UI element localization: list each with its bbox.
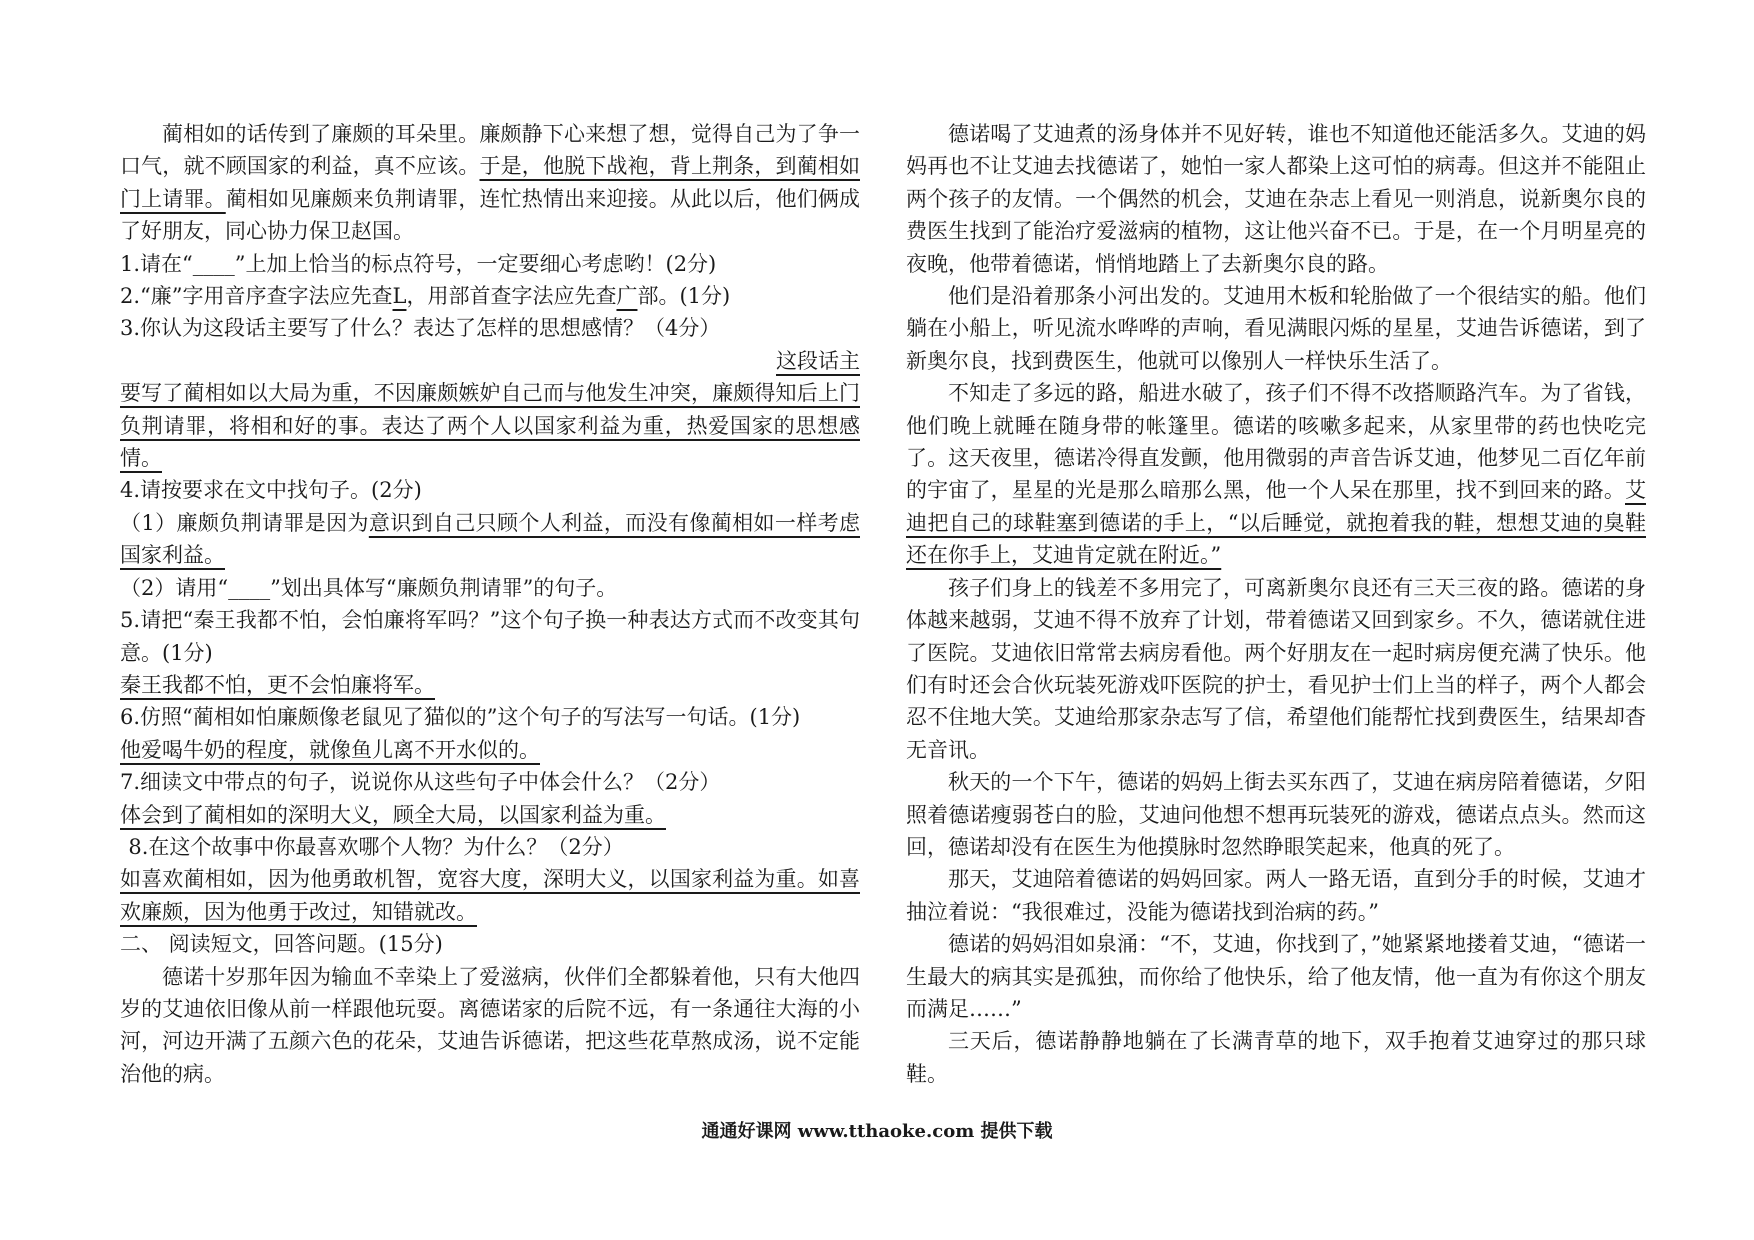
- passage-paragraph: 那天，艾迪陪着德诺的妈妈回家。两人一路无语，直到分手的时候，艾迪才抽泣着说：“我很难过，没能为德诺找到治病的药。”: [906, 867, 1646, 924]
- question-7: 7.细读文中带点的句子，说说你从这些句子中体会什么？（2分）: [120, 770, 721, 795]
- answer-6: 他爱喝牛奶的程度，就像鱼儿离不开水似的。: [120, 737, 540, 762]
- passage-paragraph: 他们是沿着那条小河出发的。艾迪用木板和轮胎做了一个很结实的船。他们躺在小船上，听见流水哗哗的声响，看见满眼闪烁的星星，艾迪告诉德诺，到了新奥尔良，找到费医生，他就可以像别人一样快乐生活了。: [906, 284, 1646, 373]
- question-2: 2.“廉”字用音序查字法应先查L，用部首查字法应先查广部。(1分): [120, 284, 731, 309]
- passage-paragraph: 三天后，德诺静静地躺在了长满青草的地下，双手抱着艾迪穿过的那只球鞋。: [906, 1029, 1646, 1086]
- question-4-2: （2）请用“____”划出具体写“廉颇负荆请罪”的句子。: [120, 575, 618, 600]
- answer-blank: L: [392, 284, 407, 309]
- underlined-sentence: 于是，他脱下战袍，背上荆条，到蔺相如门上请罪。: [120, 154, 860, 211]
- passage-paragraph: 德诺喝了艾迪煮的汤身体并不见好转，谁也不知道他还能活多久。艾迪的妈妈再也不让艾迪去找德诺了，她怕一家人都染上这可怕的病毒。但这并不能阻止两个孩子的友情。一个偶然的机会，艾迪在杂志上看见一则消息，说新奥尔良的费医生找到了能治疗爱滋病的植物，这让他兴奋不已。于是，在一个月明星亮的夜晚，他带着德诺，悄悄地踏上了去新奥尔良的路。: [906, 122, 1646, 276]
- question-8: 8.在这个故事中你最喜欢哪个人物？为什么？（2分）: [128, 834, 624, 859]
- question-1: 1.请在“____”上加上恰当的标点符号，一定要细心考虑哟！(2分): [120, 251, 717, 276]
- passage-paragraph: 德诺的妈妈泪如泉涌：“不，艾迪，你找到了，”她紧紧地搂着艾迪，“德诺一生最大的病其实是孤独，而你给了他快乐，给了他友情，他一直为有你这个朋友而满足……”: [906, 932, 1646, 1021]
- question-3: 3.你认为这段话主要写了什么？表达了怎样的思想感情？（4分）: [120, 316, 721, 341]
- passage-paragraph: 德诺十岁那年因为输血不幸染上了爱滋病，伙伴们全都躲着他，只有大他四岁的艾迪依旧像从前一样跟他玩耍。离德诺家的后院不远，有一条通往大海的小河，河边开满了五颜六色的花朵，艾迪告诉德诺，把这些花草熬成汤，说不定能治他的病。: [120, 964, 860, 1086]
- page-footer: 通通好课网 www.tthaoke.com 提供下载: [701, 1121, 1053, 1142]
- answer-3-head: 这段话主: [776, 348, 860, 373]
- question-5: 5.请把“秦王我都不怕，会怕廉将军吗？”这个句子换一种表达方式而不改变其句意。(1分): [120, 608, 860, 665]
- answer-4-1: 意识到自己只顾个人利益，而没有像蔺相如一样考虑国家利益。: [120, 510, 860, 568]
- passage-paragraph: 不知走了多远的路，船进水破了，孩子们不得不改搭顺路汽车。为了省钱，他们晚上就睡在随身带的帐篷里。德诺的咳嗽多起来，从家里带的药也快吃完了。这天夜里，德诺冷得直发颤，他用微弱的声音告诉艾迪，他梦见二百亿年前的宇宙了，星星的光是那么暗那么黑，他一个人呆在那里，找不到回来的路。艾迪把自己的球鞋塞到德诺的手上，“以后睡觉，就抱着我的鞋，想想艾迪的臭鞋还在你手上，艾迪肯定就在附近。”: [906, 381, 1646, 568]
- left-column: [120, 118, 860, 1090]
- section-2-heading: 二、 阅读短文，回答问题。(15分): [120, 932, 443, 957]
- answer-5: 秦王我都不怕，更不会怕廉将军。: [120, 672, 435, 697]
- answer-3: 要写了蔺相如以大局为重，不因廉颇嫉妒自己而与他发生冲突，廉颇得知后上门负荆请罪，将相和好的事。表达了两个人以国家利益为重，热爱国家的思想感情。: [120, 381, 860, 471]
- question-6: 6.仿照“蔺相如怕廉颇像老鼠见了猫似的”这个句子的写法写一句话。(1分): [120, 705, 801, 730]
- question-4: 4.请按要求在文中找句子。(2分): [120, 478, 422, 503]
- passage-paragraph: 秋天的一个下午，德诺的妈妈上街去买东西了，艾迪在病房陪着德诺，夕阳照着德诺瘦弱苍白的脸，艾迪问他想不想再玩装死的游戏，德诺点点头。然而这回，德诺却没有在医生为他摸脉时忽然睁眼笑起来，他真的死了。: [906, 770, 1646, 859]
- passage-paragraph: 孩子们身上的钱差不多用完了，可离新奥尔良还有三天三夜的路。德诺的身体越来越弱，艾迪不得不放弃了计划，带着德诺又回到家乡。不久，德诺就住进了医院。艾迪依旧常常去病房看他。两个好朋友在一起时病房便充满了快乐。他们有时还会合伙玩装死游戏吓医院的护士，看见护士们上当的样子，两个人都会忍不住地大笑。艾迪给那家杂志写了信，希望他们能帮忙找到费医生，结果却杳无音讯。: [906, 575, 1646, 762]
- answer-blank: 广: [616, 284, 638, 309]
- answer-7: 体会到了蔺相如的深明大义，顾全大局，以国家利益为重。: [120, 802, 666, 827]
- passage-paragraph: 蔺相如的话传到了廉颇的耳朵里。廉颇静下心来想了想，觉得自己为了争一口气，就不顾国家的利益，真不应该。于是，他脱下战袍，背上荆条，到蔺相如门上请罪。蔺相如见廉颇来负荆请罪，连忙热情出来迎接。从此以后，他们俩成了好朋友，同心协力保卫赵国。: [120, 122, 861, 244]
- question-4-1: （1）廉颇负荆请罪是因为意识到自己只顾个人利益，而没有像蔺相如一样考虑国家利益。: [120, 510, 860, 568]
- answer-8: 如喜欢蔺相如，因为他勇敢机智，宽容大度，深明大义，以国家利益为重。如喜欢廉颇，因为他勇于改过，知错就改。: [120, 867, 860, 924]
- underlined-sentence: 艾迪把自己的球鞋塞到德诺的手上，“以后睡觉，就抱着我的鞋，想想艾迪的臭鞋还在你手上，艾迪肯定就在附近。”: [906, 478, 1646, 568]
- right-column: [906, 118, 1646, 1090]
